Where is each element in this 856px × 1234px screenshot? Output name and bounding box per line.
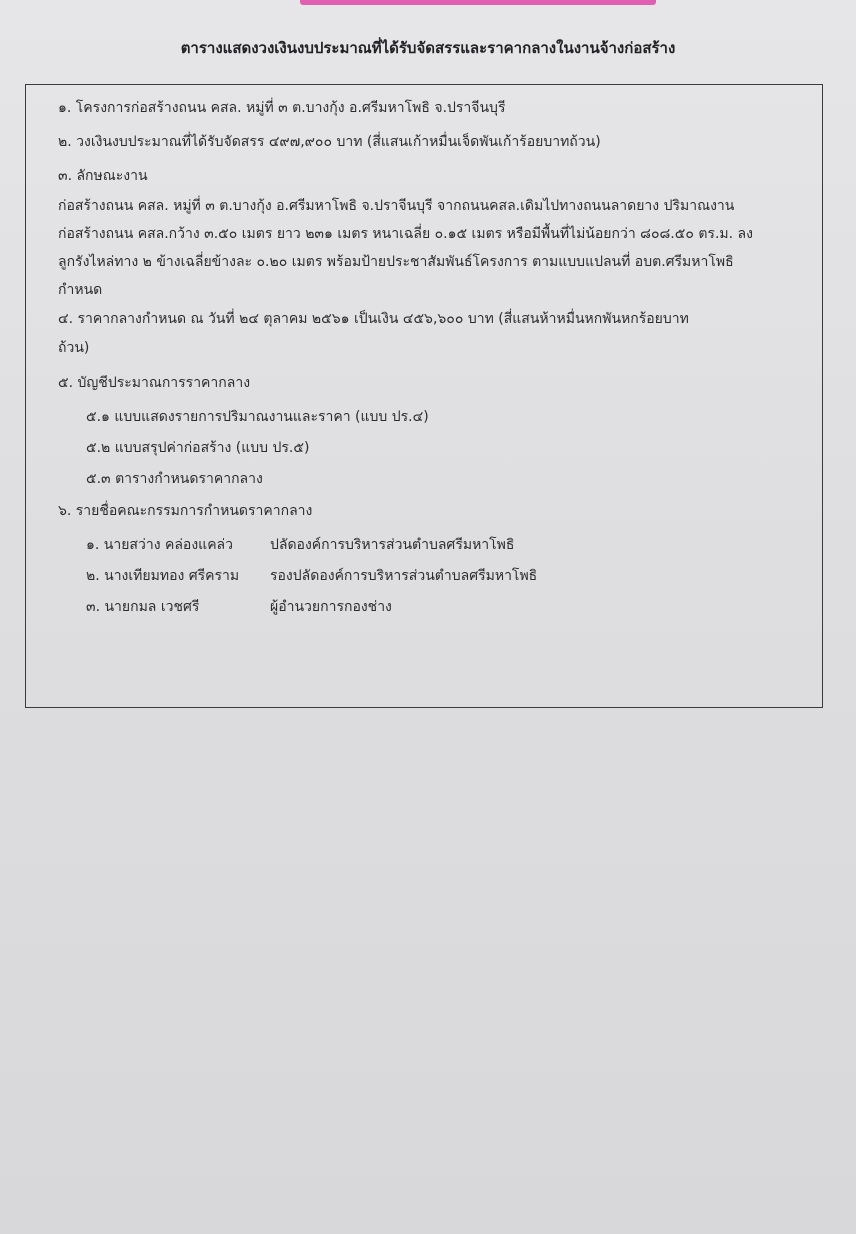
committee-member-role: ปลัดองค์การบริหารส่วนตำบลศรีมหาโพธิ bbox=[270, 537, 515, 553]
item-5-sub: ๕.๓ ตารางกำหนดราคากลาง bbox=[86, 471, 263, 487]
item-5-heading: ๕. บัญชีประมาณการราคากลาง bbox=[58, 375, 251, 391]
item-4-line: ถ้วน) bbox=[58, 340, 90, 356]
item-5-sub: ๕.๒ แบบสรุปค่าก่อสร้าง (แบบ ปร.๕) bbox=[86, 440, 310, 456]
committee-member-row bbox=[86, 536, 514, 554]
item-6-heading: ๖. รายชื่อคณะกรรมการกำหนดราคากลาง bbox=[58, 503, 313, 519]
item-3-line: ก่อสร้างถนน คสล.กว้าง ๓.๕๐ เมตร ยาว ๒๓๑ เมตร หนาเฉลี่ย ๐.๑๕ เมตร หรือมีพื้นที่ไม่น้อยกว่า ๘๐๘.๕๐ ตร.ม. ลง bbox=[58, 226, 753, 242]
item-5-sub: ๕.๑ แบบแสดงรายการปริมาณงานและราคา (แบบ ปร.๔) bbox=[86, 409, 429, 425]
committee-member-row bbox=[86, 567, 537, 585]
item-3-heading: ๓. ลักษณะงาน bbox=[58, 168, 148, 184]
item-1-project: ๑. โครงการก่อสร้างถนน คสล. หมู่ที่ ๓ ต.บางกุ้ง อ.ศรีมหาโพธิ จ.ปราจีนบุรี bbox=[58, 100, 506, 116]
committee-member-name: ๒. นางเทียมทอง ศรีคราม bbox=[86, 568, 240, 584]
item-3-line: กำหนด bbox=[58, 282, 103, 298]
document-title: ตารางแสดงวงเงินงบประมาณที่ได้รับจัดสรรและราคากลางในงานจ้างก่อสร้าง bbox=[180, 39, 676, 57]
item-2-budget: ๒. วงเงินงบประมาณที่ได้รับจัดสรร ๔๙๗,๙๐๐ บาท (สี่แสนเก้าหมื่นเจ็ดพันเก้าร้อยบาทถ้วน) bbox=[58, 134, 601, 150]
committee-member-role: รองปลัดองค์การบริหารส่วนตำบลศรีมหาโพธิ bbox=[270, 568, 538, 584]
item-3-line: ก่อสร้างถนน คสล. หมู่ที่ ๓ ต.บางกุ้ง อ.ศรีมหาโพธิ จ.ปราจีนบุรี จากถนนคสล.เดิมไปทางถนนลาดยาง ปริมาณงาน bbox=[58, 198, 735, 214]
committee-member-name: ๑. นายสว่าง คล่องแคล่ว bbox=[86, 537, 233, 553]
content-frame bbox=[25, 84, 823, 708]
pink-clip-strip bbox=[300, 0, 656, 5]
committee-member-name: ๓. นายกมล เวชศรี bbox=[86, 599, 200, 615]
committee-member-row bbox=[86, 598, 392, 616]
item-4-line: ๔. ราคากลางกำหนด ณ วันที่ ๒๔ ตุลาคม ๒๕๖๑ เป็นเงิน ๔๕๖,๖๐๐ บาท (สี่แสนห้าหมื่นหกพันหกร้อยบาท bbox=[58, 311, 689, 327]
committee-member-role: ผู้อำนวยการกองช่าง bbox=[270, 599, 392, 615]
item-3-line: ลูกรังไหล่ทาง ๒ ข้างเฉลี่ยข้างละ ๐.๒๐ เมตร พร้อมป้ายประชาสัมพันธ์โครงการ ตามแบบแปลนที่ อบต.ศรีมหาโพธิ bbox=[58, 254, 734, 270]
